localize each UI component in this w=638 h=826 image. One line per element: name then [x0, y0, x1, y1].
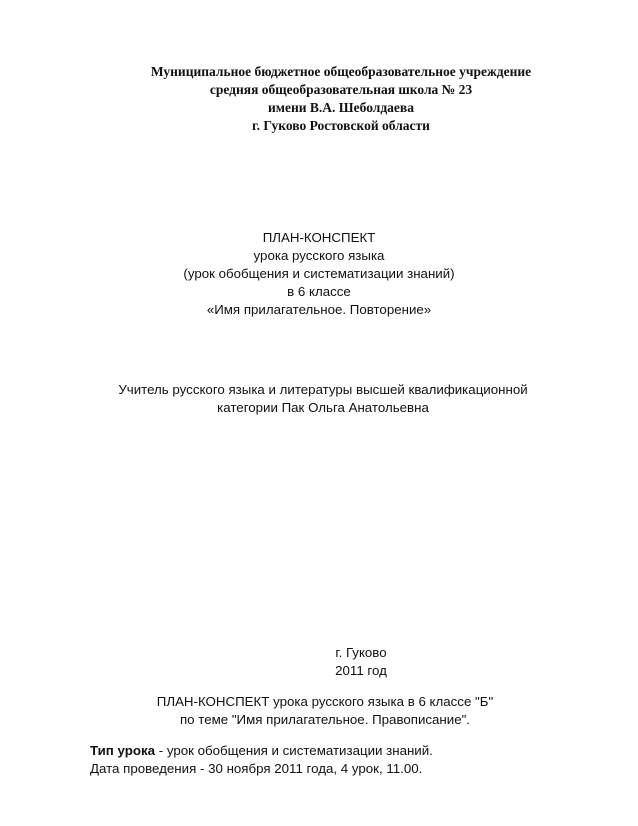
- city-year-block: [42, 644, 638, 680]
- lesson-meta: [90, 742, 610, 778]
- teacher-name: категории Пак Ольга Анатольевна: [217, 400, 429, 415]
- teacher-position: Учитель русского языка и литературы высшей квалификационной: [118, 382, 528, 397]
- school-location-line: г. Гуково Ростовской области: [252, 118, 430, 133]
- lesson-heading-line-1: ПЛАН-КОНСПЕКТ урока русского языка в 6 классе "Б": [156, 694, 494, 709]
- plan-subject: урока русского языка: [253, 248, 385, 263]
- lesson-type-value: - урок обобщения и систематизации знаний.: [155, 743, 433, 758]
- school-name-line: средняя общеобразовательная школа № 23: [209, 82, 473, 97]
- plan-topic: «Имя прилагательное. Повторение»: [206, 302, 432, 317]
- plan-title-block: [0, 229, 638, 319]
- year: 2011 год: [335, 663, 387, 678]
- plan-lesson-type: (урок обобщения и систематизации знаний): [183, 266, 455, 281]
- lesson-date-line: Дата проведения - 30 ноября 2011 года, 4 урок, 11.00.: [90, 761, 423, 776]
- lesson-type-label: Тип урока: [90, 743, 156, 758]
- institution-name-line: Муниципальное бюджетное общеобразовательное учреждение: [150, 64, 532, 79]
- plan-grade: в 6 классе: [287, 284, 351, 299]
- plan-title: ПЛАН-КОНСПЕКТ: [262, 230, 376, 245]
- institution-header: [22, 63, 638, 135]
- teacher-block: [4, 381, 638, 417]
- lesson-heading: [6, 693, 638, 729]
- city: г. Гуково: [335, 645, 387, 660]
- lesson-type-line: [90, 742, 610, 760]
- school-named-after-line: имени В.А. Шеболдаева: [268, 100, 414, 115]
- lesson-heading-line-2: по теме "Имя прилагательное. Правописание".: [179, 712, 471, 727]
